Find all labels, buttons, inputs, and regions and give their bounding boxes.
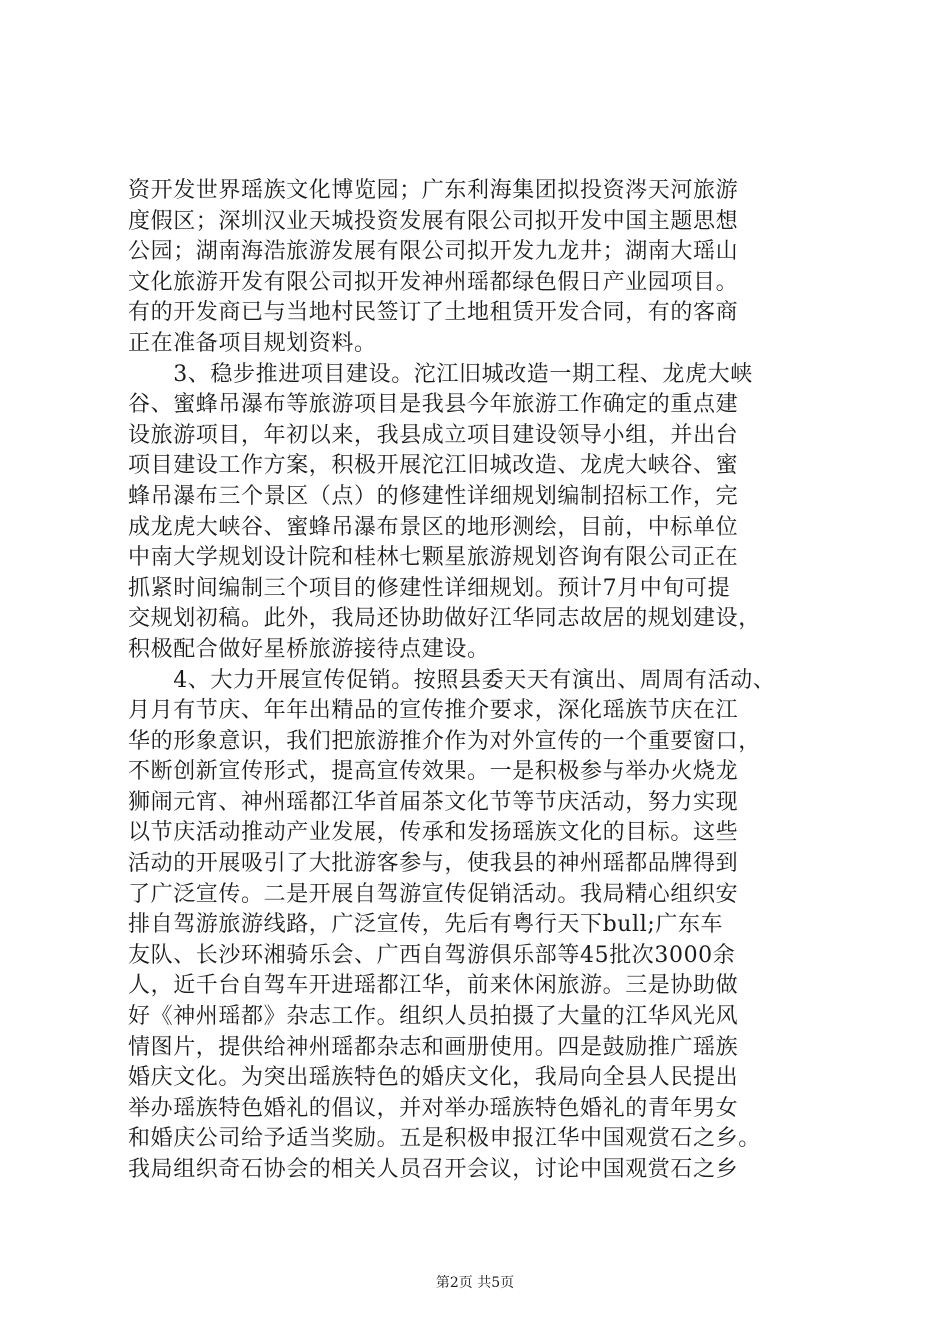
text-line: 有的开发商已与当地村民签订了土地租赁开发合同，有的客商: [128, 300, 739, 326]
text-line: 资开发世界瑶族文化博览园；广东利海集团拟投资涔天河旅游: [128, 178, 739, 203]
text-line: 积极配合做好星桥旅游接待点建设。: [128, 636, 490, 662]
text-line: 婚庆文化。为突出瑶族特色的婚庆文化，我局向全县人民提出: [128, 1065, 739, 1091]
text-line: 度假区；深圳汉业天城投资发展有限公司拟开发中国主题思想: [128, 208, 739, 234]
document-body: [128, 176, 828, 1186]
text-line: 好《神州瑶都》杂志工作。组织人员拍摄了大量的江华风光风: [128, 1004, 739, 1030]
text-line: 公园；湖南海浩旅游发展有限公司拟开发九龙井；湖南大瑶山: [128, 239, 739, 265]
text-line: 友队、长沙环湘骑乐会、广西自驾游俱乐部等45批次3000余: [128, 942, 736, 968]
text-line: 狮闹元宵、神州瑶都江华首届茶文化节等节庆活动，努力实现: [128, 789, 739, 815]
text-line: 项目建设工作方案，积极开展沱江旧城改造、龙虎大峡谷、蜜: [128, 453, 739, 479]
text-line: 月月有节庆、年年出精品的宣传推介要求，深化瑶族节庆在江: [128, 698, 739, 724]
text-line: 情图片，提供给神州瑶都杂志和画册使用。四是鼓励推广瑶族: [128, 1034, 739, 1060]
text-line: 3、稳步推进项目建设。沱江旧城改造一期工程、龙虎大峡: [128, 361, 753, 387]
text-line: 以节庆活动推动产业发展，传承和发扬瑶族文化的目标。这些: [128, 820, 739, 846]
text-line: 抓紧时间编制三个项目的修建性详细规划。预计7月中旬可提: [128, 575, 731, 601]
text-line: 4、大力开展宣传促销。按照县委天天有演出、周周有活动、: [128, 667, 776, 693]
text-line: 我局组织奇石协会的相关人员召开会议，讨论中国观赏石之乡: [128, 1157, 739, 1182]
text-line: 华的形象意识，我们把旅游推介作为对外宣传的一个重要窗口，: [128, 728, 761, 754]
text-line: 不断创新宣传形式，提高宣传效果。一是积极参与举办火烧龙: [128, 759, 739, 785]
text-line: 文化旅游开发有限公司拟开发神州瑶都绿色假日产业园项目。: [128, 269, 739, 295]
text-line: 人，近千台自驾车开进瑶都江华，前来休闲旅游。三是协助做: [128, 973, 739, 999]
page-footer: 第2页 共5页: [435, 1275, 515, 1291]
text-line: 成龙虎大峡谷、蜜蜂吊瀑布景区的地形测绘，目前，中标单位: [128, 514, 739, 540]
text-line: 设旅游项目，年初以来，我县成立项目建设领导小组，并出台: [128, 422, 739, 448]
text-line: 正在准备项目规划资料。: [128, 330, 377, 356]
text-line: 和婚庆公司给予适当奖励。五是积极申报江华中国观赏石之乡。: [128, 1126, 761, 1152]
text-line: 中南大学规划设计院和桂林七颗星旅游规划咨询有限公司正在: [128, 545, 739, 571]
text-line: 活动的开展吸引了大批游客参与，使我县的神州瑶都品牌得到: [128, 851, 739, 877]
text-line: 排自驾游旅游线路，广泛宣传，先后有粤行天下bull;广东车: [128, 912, 724, 938]
text-line: 交规划初稿。此外，我局还协助做好江华同志故居的规划建设，: [128, 606, 761, 632]
text-line: 举办瑶族特色婚礼的倡议，并对举办瑶族特色婚礼的青年男女: [128, 1095, 739, 1121]
text-line: 蜂吊瀑布三个景区（点）的修建性详细规划编制招标工作，完: [128, 483, 739, 509]
text-line: 了广泛宣传。二是开展自驾游宣传促销活动。我局精心组织安: [128, 881, 739, 907]
text-line: 谷、蜜蜂吊瀑布等旅游项目是我县今年旅游工作确定的重点建: [128, 392, 739, 418]
